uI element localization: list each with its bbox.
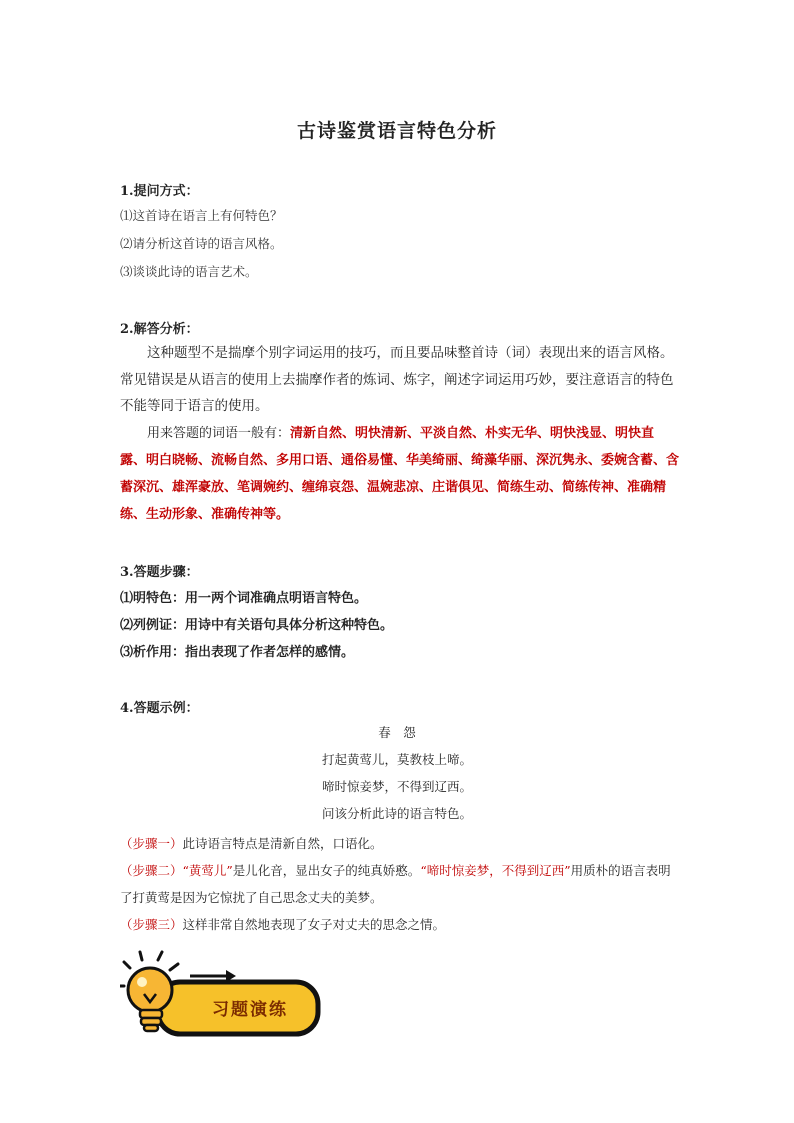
example-step1: （步骤一）此诗语言特点是清新自然，口语化。 xyxy=(120,836,383,851)
analysis-paragraph: 这种题型不是揣摩个别字词运用的技巧，而且要品味整首诗（词）表现出来的语言风格。常见错误是从语言的使用上去揣摩作者的炼词、炼字，阐述字词运用巧妙，要注意语言的特色不能等同于语言的使用。 xyxy=(120,345,674,414)
quote: “黄莺儿” xyxy=(182,863,233,878)
answer-step: ⑶析作用：指出表现了作者怎样的感情。 xyxy=(120,645,355,660)
poem-line: 打起黄莺儿，莫教枝上啼。 xyxy=(321,752,472,767)
example-step3: （步骤三）这样非常自然地表现了女子对丈夫的思念之情。 xyxy=(120,917,446,932)
vocabulary-lead: 用来答题的词语一般有： xyxy=(147,426,291,441)
exercise-banner xyxy=(120,950,330,1050)
quote: “啼时惊妾梦，不得到辽西” xyxy=(420,863,571,878)
step-tag: （步骤一） xyxy=(120,836,183,851)
section1-heading: 1.提问方式： xyxy=(120,184,199,199)
step-tag: （步骤三） xyxy=(120,917,183,932)
question-item: ⑵请分析这首诗的语言风格。 xyxy=(120,236,283,251)
question-item: ⑴这首诗在语言上有何特色？ xyxy=(120,208,283,223)
poem-line: 问该分析此诗的语言特色。 xyxy=(321,806,472,821)
step-tag: （步骤二） xyxy=(120,863,183,878)
banner-label: 习题演练 xyxy=(212,1000,288,1020)
section4-heading: 4.答题示例： xyxy=(120,701,199,716)
answer-step: ⑵列例证：用诗中有关语句具体分析这种特色。 xyxy=(120,618,394,633)
poem-title: 春 怨 xyxy=(378,725,416,740)
vocabulary-terms: 清新自然、明快清新、平淡自然、朴实无华、明快浅显、明快直露、明白晓畅、流畅自然、多用口语、通俗易懂、华美绮丽、绮藻华丽、深沉隽永、委婉含蓄、含蓄深沉、雄浑豪放、笔调婉约、缠绵哀怨、温婉悲凉、庄谐俱见、简练生动、简练传神、准确精练、生动形象、准确传神等。 xyxy=(120,426,680,522)
section3-heading: 3.答题步骤： xyxy=(120,565,199,580)
page-title: 古诗鉴赏语言特色分析 xyxy=(296,120,497,142)
vocabulary-paragraph xyxy=(120,420,680,528)
answer-step: ⑴明特色：用一两个词准确点明语言特色。 xyxy=(120,591,368,606)
poem-line: 啼时惊妾梦，不得到辽西。 xyxy=(321,779,472,794)
example-step2: （步骤二）“黄莺儿”是儿化音，显出女子的纯真娇憨。“啼时惊妾梦，不得到辽西”用质朴的语言表明了打黄莺是因为它惊扰了自己思念丈夫的美梦。 xyxy=(120,863,671,905)
section2-heading: 2.解答分析： xyxy=(120,322,199,337)
question-item: ⑶谈谈此诗的语言艺术。 xyxy=(120,264,258,279)
